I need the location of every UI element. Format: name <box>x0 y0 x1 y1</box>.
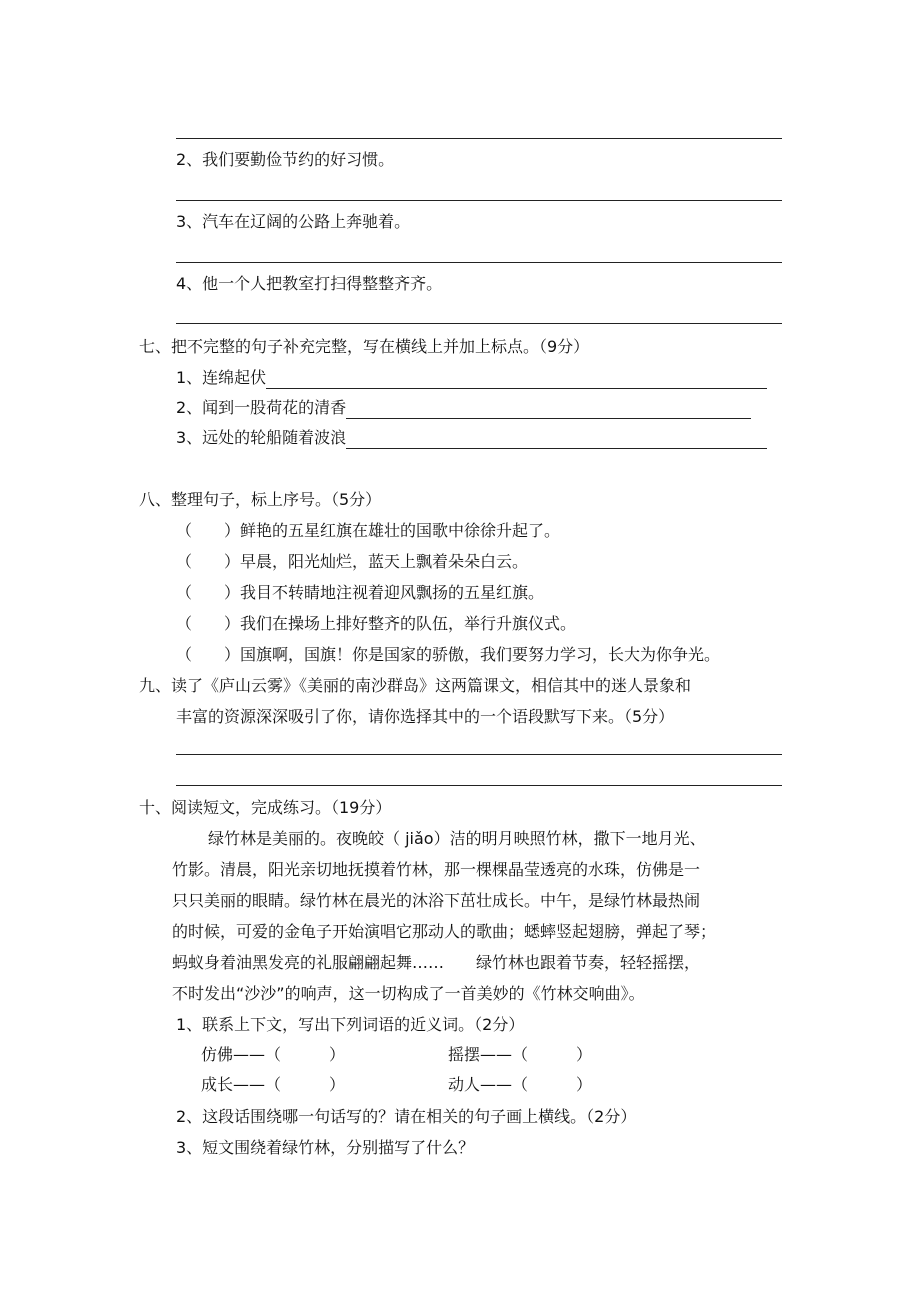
ordering-item <box>176 645 720 665</box>
ordering-item <box>176 552 528 572</box>
ordering-sentence: 我们在操场上排好整齐的队伍，举行升旗仪式。 <box>240 614 577 633</box>
answer-line[interactable] <box>176 262 782 263</box>
passage-line: 的时候，可爱的金龟子开始演唱它那动人的歌曲；蟋蟀竖起翅膀，弹起了琴； <box>172 922 717 941</box>
synonym-blank[interactable]: 成长——（ ） <box>201 1075 346 1094</box>
section-heading: 七、把不完整的句子补充完整，写在横线上并加上标点。（9分） <box>139 337 590 356</box>
passage-line: 不时发出“沙沙”的响声，这一切构成了一首美妙的《竹林交响曲》。 <box>172 984 645 1003</box>
fill-blank[interactable] <box>346 428 767 449</box>
ordering-sentence: 鲜艳的五星红旗在雄壮的国歌中徐徐升起了。 <box>240 521 561 540</box>
synonym-blank[interactable]: 仿佛——（ ） <box>201 1045 346 1064</box>
sentence-stem: 3、远处的轮船随着波浪 <box>176 428 347 447</box>
question-item: 3、短文围绕着绿竹林，分别描写了什么？ <box>176 1138 475 1157</box>
order-blank[interactable]: （ ） <box>176 521 241 540</box>
synonym-blank[interactable]: 摇摆——（ ） <box>448 1045 593 1064</box>
sentence-stem: 1、连绵起伏 <box>176 368 267 387</box>
section-heading: 八、整理句子，标上序号。（5分） <box>139 490 382 509</box>
answer-line[interactable] <box>176 323 782 324</box>
ordering-item <box>176 583 544 603</box>
question-item: 1、联系上下文，写出下列词语的近义词。（2分） <box>176 1015 525 1034</box>
ordering-sentence: 我目不转睛地注视着迎风飘扬的五星红旗。 <box>240 583 545 602</box>
ordering-sentence: 国旗啊，国旗！你是国家的骄傲，我们要努力学习，长大为你争光。 <box>240 645 721 664</box>
section-heading-continued: 丰富的资源深深吸引了你，请你选择其中的一个语段默写下来。（5分） <box>176 707 675 726</box>
question-item <box>176 398 751 419</box>
answer-line[interactable] <box>176 754 782 755</box>
sentence-stem: 2、闻到一股荷花的清香 <box>176 398 347 417</box>
order-blank[interactable]: （ ） <box>176 645 241 664</box>
section-heading: 九、读了《庐山云雾》《美丽的南沙群岛》这两篇课文，相信其中的迷人景象和 <box>139 676 692 695</box>
question-item: 4、他一个人把教室打扫得整整齐齐。 <box>176 274 443 293</box>
question-item: 3、汽车在辽阔的公路上奔驰着。 <box>176 212 411 231</box>
ordering-item <box>176 614 576 634</box>
answer-line[interactable] <box>176 138 782 139</box>
question-item <box>176 428 767 449</box>
ordering-sentence: 早晨，阳光灿烂，蓝天上飘着朵朵白云。 <box>240 552 529 571</box>
question-item: 2、这段话围绕哪一句话写的？请在相关的句子画上横线。（2分） <box>176 1107 637 1126</box>
fill-blank[interactable] <box>266 368 767 389</box>
synonym-blank[interactable]: 动人——（ ） <box>448 1075 593 1094</box>
answer-line[interactable] <box>176 785 782 786</box>
order-blank[interactable]: （ ） <box>176 583 241 602</box>
order-blank[interactable]: （ ） <box>176 614 241 633</box>
question-item: 2、我们要勤俭节约的好习惯。 <box>176 150 395 169</box>
passage-line: 只只美丽的眼睛。绿竹林在晨光的沐浴下茁壮成长。中午，是绿竹林最热闹 <box>172 891 701 910</box>
passage-line: 绿竹林是美丽的。夜晚皎（ jiǎo）洁的明月映照竹林，撒下一地月光、 <box>208 829 706 848</box>
answer-line[interactable] <box>176 200 782 201</box>
order-blank[interactable]: （ ） <box>176 552 241 571</box>
section-heading: 十、阅读短文，完成练习。（19分） <box>139 798 392 817</box>
ordering-item <box>176 521 560 541</box>
question-item <box>176 368 767 389</box>
fill-blank[interactable] <box>346 398 751 419</box>
passage-line: 蚂蚁身着油黑发亮的礼服翩翩起舞…… 绿竹林也跟着节奏，轻轻摇摆， <box>172 953 701 972</box>
passage-line: 竹影。清晨，阳光亲切地抚摸着竹林，那一棵棵晶莹透亮的水珠，仿佛是一 <box>172 860 701 879</box>
